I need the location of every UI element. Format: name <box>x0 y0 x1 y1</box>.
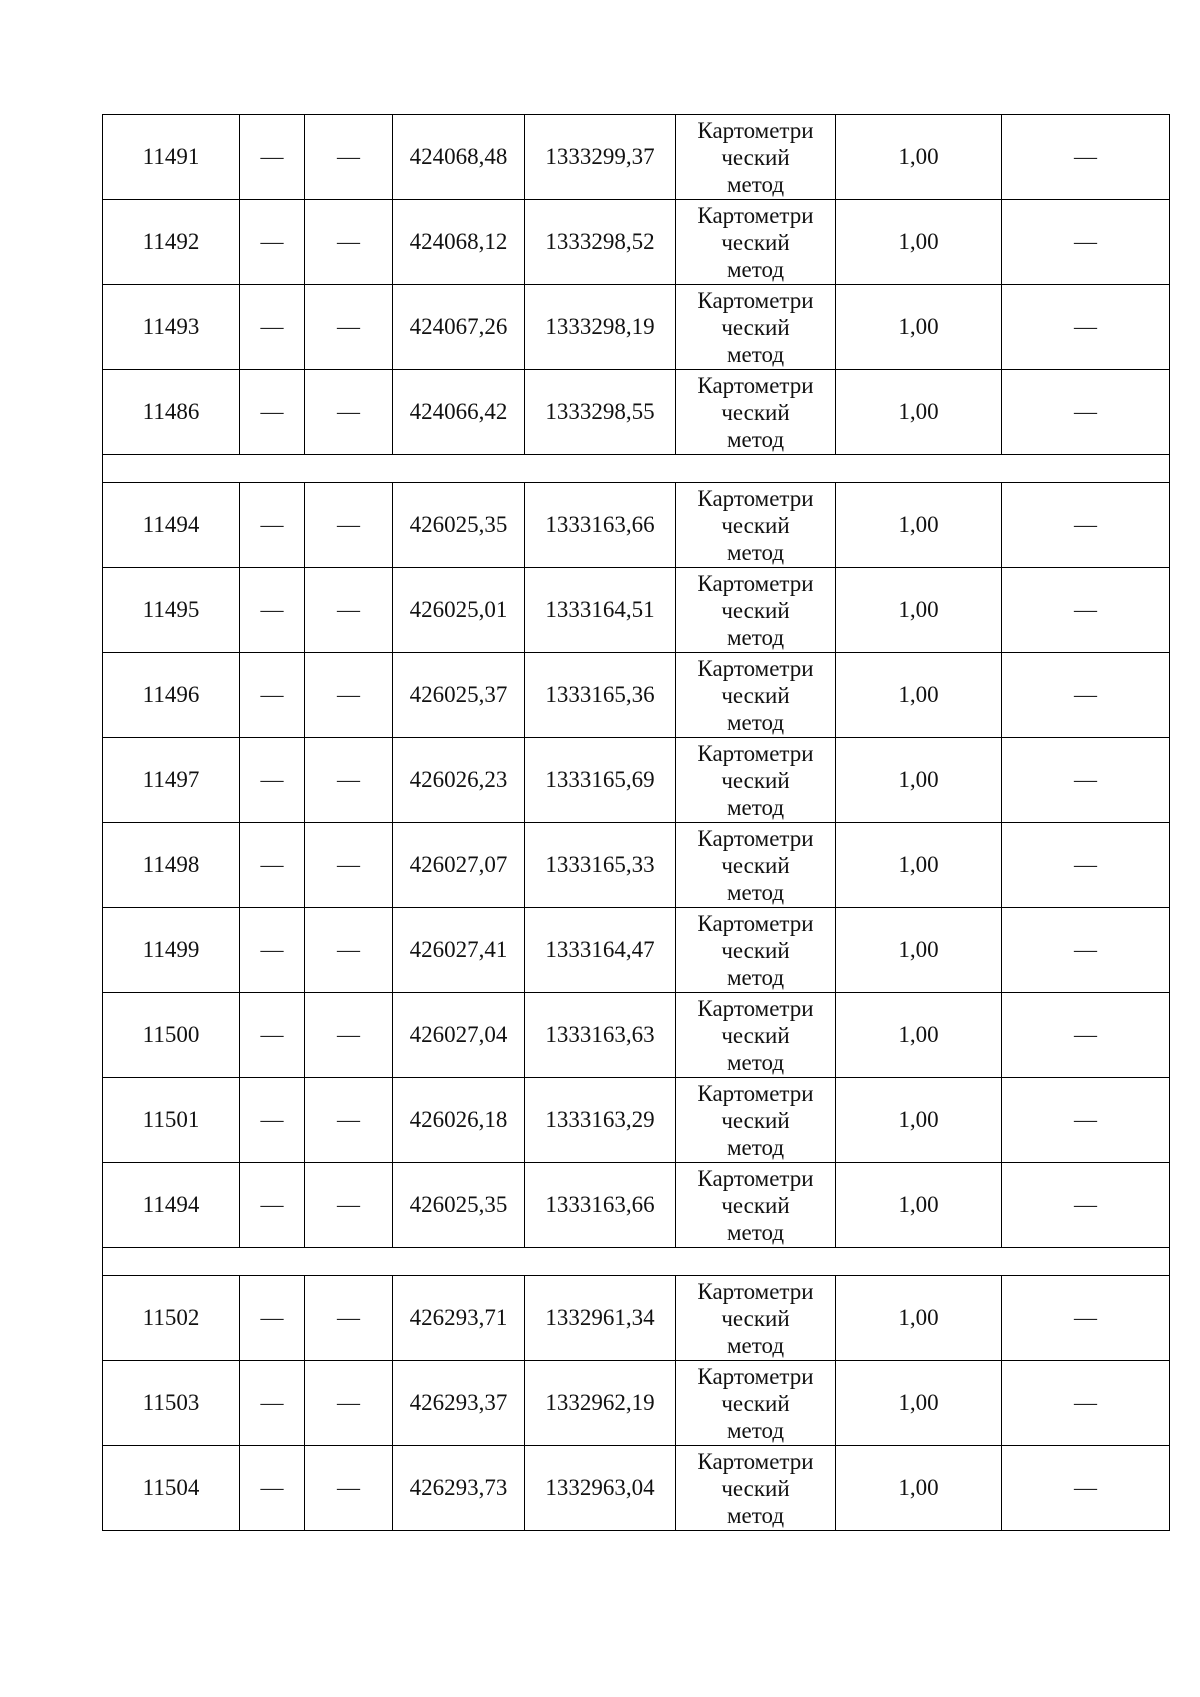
dash-cell: — <box>305 200 393 285</box>
dash-cell: — <box>1002 1361 1170 1446</box>
method-text-line: ческий <box>721 1022 790 1048</box>
method-cell <box>676 200 836 285</box>
table-row <box>103 1163 1170 1248</box>
x-coordinate-cell: 424066,42 <box>393 370 525 455</box>
method-text-line: ческий <box>721 597 790 623</box>
method-text-line: метод <box>726 256 785 282</box>
point-number-cell: 11504 <box>103 1446 240 1531</box>
method-text-line: метод <box>726 1219 785 1245</box>
method-text-line: метод <box>726 341 785 367</box>
method-text-line: ческий <box>721 937 790 963</box>
dash-cell: — <box>305 285 393 370</box>
table-row <box>103 200 1170 285</box>
method-text-line: метод <box>726 794 785 820</box>
method-cell <box>676 1163 836 1248</box>
dash-cell: — <box>1002 483 1170 568</box>
dash-cell: — <box>305 653 393 738</box>
dash-cell: — <box>240 1361 305 1446</box>
dash-cell: — <box>240 483 305 568</box>
x-coordinate-cell: 426026,18 <box>393 1078 525 1163</box>
dash-cell: — <box>240 908 305 993</box>
method-text-line: ческий <box>721 229 790 255</box>
method-text-line: метод <box>726 539 785 565</box>
method-text-line: ческий <box>721 767 790 793</box>
separator-cell <box>103 455 1170 483</box>
dash-cell: — <box>305 1276 393 1361</box>
method-cell <box>676 285 836 370</box>
y-coordinate-cell: 1333164,51 <box>525 568 676 653</box>
accuracy-cell: 1,00 <box>836 568 1002 653</box>
method-cell <box>676 370 836 455</box>
point-number-cell: 11501 <box>103 1078 240 1163</box>
point-number-cell: 11498 <box>103 823 240 908</box>
method-cell <box>676 993 836 1078</box>
point-number-cell: 11502 <box>103 1276 240 1361</box>
accuracy-cell: 1,00 <box>836 1163 1002 1248</box>
point-number-cell: 11503 <box>103 1361 240 1446</box>
x-coordinate-cell: 426293,73 <box>393 1446 525 1531</box>
x-coordinate-cell: 424067,26 <box>393 285 525 370</box>
dash-cell: — <box>1002 1163 1170 1248</box>
method-text-line: метод <box>726 171 785 197</box>
method-text-line: Картометри <box>697 910 814 936</box>
method-text-line: метод <box>726 1134 785 1160</box>
method-text-line: Картометри <box>697 1448 814 1474</box>
x-coordinate-cell: 426025,35 <box>393 1163 525 1248</box>
y-coordinate-cell: 1333165,33 <box>525 823 676 908</box>
dash-cell: — <box>305 568 393 653</box>
method-cell <box>676 1361 836 1446</box>
x-coordinate-cell: 426293,37 <box>393 1361 525 1446</box>
table-row <box>103 1446 1170 1531</box>
dash-cell: — <box>240 993 305 1078</box>
y-coordinate-cell: 1333298,19 <box>525 285 676 370</box>
table-row <box>103 653 1170 738</box>
method-text-line: Картометри <box>697 825 814 851</box>
dash-cell: — <box>240 568 305 653</box>
y-coordinate-cell: 1333163,66 <box>525 483 676 568</box>
dash-cell: — <box>240 1078 305 1163</box>
accuracy-cell: 1,00 <box>836 1361 1002 1446</box>
method-text-line: метод <box>726 964 785 990</box>
dash-cell: — <box>305 823 393 908</box>
dash-cell: — <box>305 1163 393 1248</box>
accuracy-cell: 1,00 <box>836 653 1002 738</box>
dash-cell: — <box>1002 653 1170 738</box>
method-cell <box>676 115 836 200</box>
y-coordinate-cell: 1333165,36 <box>525 653 676 738</box>
y-coordinate-cell: 1333163,29 <box>525 1078 676 1163</box>
method-text-line: Картометри <box>697 202 814 228</box>
method-cell <box>676 653 836 738</box>
dash-cell: — <box>1002 823 1170 908</box>
table-row <box>103 1276 1170 1361</box>
dash-cell: — <box>1002 115 1170 200</box>
point-number-cell: 11499 <box>103 908 240 993</box>
method-text-line: Картометри <box>697 1165 814 1191</box>
dash-cell: — <box>240 1163 305 1248</box>
table-row <box>103 1078 1170 1163</box>
method-text-line: метод <box>726 879 785 905</box>
dash-cell: — <box>240 738 305 823</box>
table-row <box>103 1361 1170 1446</box>
method-cell <box>676 1446 836 1531</box>
method-text-line: ческий <box>721 399 790 425</box>
accuracy-cell: 1,00 <box>836 483 1002 568</box>
method-text-line: ческий <box>721 144 790 170</box>
y-coordinate-cell: 1333165,69 <box>525 738 676 823</box>
accuracy-cell: 1,00 <box>836 738 1002 823</box>
point-number-cell: 11494 <box>103 483 240 568</box>
method-text-line: ческий <box>721 682 790 708</box>
x-coordinate-cell: 426293,71 <box>393 1276 525 1361</box>
y-coordinate-cell: 1333298,52 <box>525 200 676 285</box>
method-text-line: Картометри <box>697 1278 814 1304</box>
x-coordinate-cell: 426025,37 <box>393 653 525 738</box>
point-number-cell: 11491 <box>103 115 240 200</box>
x-coordinate-cell: 426025,01 <box>393 568 525 653</box>
dash-cell: — <box>240 823 305 908</box>
x-coordinate-cell: 426025,35 <box>393 483 525 568</box>
y-coordinate-cell: 1332962,19 <box>525 1361 676 1446</box>
method-cell <box>676 483 836 568</box>
accuracy-cell: 1,00 <box>836 370 1002 455</box>
method-text-line: ческий <box>721 1305 790 1331</box>
method-text-line: Картометри <box>697 740 814 766</box>
accuracy-cell: 1,00 <box>836 285 1002 370</box>
method-text-line: ческий <box>721 1390 790 1416</box>
dash-cell: — <box>1002 1276 1170 1361</box>
method-text-line: Картометри <box>697 655 814 681</box>
dash-cell: — <box>305 908 393 993</box>
table-row <box>103 483 1170 568</box>
dash-cell: — <box>1002 370 1170 455</box>
dash-cell: — <box>1002 1446 1170 1531</box>
table-row <box>103 823 1170 908</box>
y-coordinate-cell: 1333299,37 <box>525 115 676 200</box>
method-text-line: метод <box>726 1049 785 1075</box>
point-number-cell: 11497 <box>103 738 240 823</box>
dash-cell: — <box>305 370 393 455</box>
y-coordinate-cell: 1333163,63 <box>525 993 676 1078</box>
point-number-cell: 11494 <box>103 1163 240 1248</box>
method-text-line: Картометри <box>697 995 814 1021</box>
method-cell <box>676 568 836 653</box>
accuracy-cell: 1,00 <box>836 1276 1002 1361</box>
method-text-line: ческий <box>721 314 790 340</box>
table-row <box>103 568 1170 653</box>
accuracy-cell: 1,00 <box>836 993 1002 1078</box>
method-text-line: ческий <box>721 1192 790 1218</box>
table-row <box>103 370 1170 455</box>
method-text-line: Картометри <box>697 287 814 313</box>
table-row <box>103 285 1170 370</box>
y-coordinate-cell: 1333298,55 <box>525 370 676 455</box>
dash-cell: — <box>240 1446 305 1531</box>
dash-cell: — <box>1002 908 1170 993</box>
point-number-cell: 11492 <box>103 200 240 285</box>
dash-cell: — <box>305 115 393 200</box>
dash-cell: — <box>1002 200 1170 285</box>
table-row <box>103 908 1170 993</box>
table-body <box>103 115 1170 1531</box>
method-cell <box>676 823 836 908</box>
point-number-cell: 11486 <box>103 370 240 455</box>
dash-cell: — <box>240 1276 305 1361</box>
point-number-cell: 11493 <box>103 285 240 370</box>
point-number-cell: 11496 <box>103 653 240 738</box>
point-number-cell: 11495 <box>103 568 240 653</box>
method-text-line: ческий <box>721 1107 790 1133</box>
separator-row <box>103 1248 1170 1276</box>
dash-cell: — <box>305 993 393 1078</box>
method-cell <box>676 1276 836 1361</box>
table-row <box>103 993 1170 1078</box>
table-row <box>103 738 1170 823</box>
method-text-line: ческий <box>721 852 790 878</box>
method-text-line: Картометри <box>697 485 814 511</box>
dash-cell: — <box>305 1361 393 1446</box>
point-number-cell: 11500 <box>103 993 240 1078</box>
dash-cell: — <box>240 200 305 285</box>
dash-cell: — <box>305 1078 393 1163</box>
method-text-line: метод <box>726 1502 785 1528</box>
method-text-line: ческий <box>721 512 790 538</box>
method-text-line: Картометри <box>697 117 814 143</box>
accuracy-cell: 1,00 <box>836 908 1002 993</box>
dash-cell: — <box>305 738 393 823</box>
x-coordinate-cell: 426027,41 <box>393 908 525 993</box>
method-text-line: метод <box>726 426 785 452</box>
table-row <box>103 115 1170 200</box>
dash-cell: — <box>1002 738 1170 823</box>
dash-cell: — <box>1002 285 1170 370</box>
dash-cell: — <box>240 115 305 200</box>
method-text-line: Картометри <box>697 570 814 596</box>
x-coordinate-cell: 424068,48 <box>393 115 525 200</box>
method-cell <box>676 1078 836 1163</box>
method-text-line: метод <box>726 1332 785 1358</box>
dash-cell: — <box>305 483 393 568</box>
y-coordinate-cell: 1333164,47 <box>525 908 676 993</box>
coordinates-table <box>102 114 1170 1531</box>
dash-cell: — <box>240 653 305 738</box>
y-coordinate-cell: 1332963,04 <box>525 1446 676 1531</box>
separator-row <box>103 455 1170 483</box>
dash-cell: — <box>1002 568 1170 653</box>
accuracy-cell: 1,00 <box>836 823 1002 908</box>
accuracy-cell: 1,00 <box>836 200 1002 285</box>
method-text-line: ческий <box>721 1475 790 1501</box>
method-cell <box>676 908 836 993</box>
method-text-line: метод <box>726 624 785 650</box>
x-coordinate-cell: 424068,12 <box>393 200 525 285</box>
dash-cell: — <box>1002 1078 1170 1163</box>
x-coordinate-cell: 426027,07 <box>393 823 525 908</box>
method-text-line: метод <box>726 709 785 735</box>
y-coordinate-cell: 1332961,34 <box>525 1276 676 1361</box>
x-coordinate-cell: 426026,23 <box>393 738 525 823</box>
dash-cell: — <box>1002 993 1170 1078</box>
separator-cell <box>103 1248 1170 1276</box>
accuracy-cell: 1,00 <box>836 1078 1002 1163</box>
dash-cell: — <box>305 1446 393 1531</box>
dash-cell: — <box>240 285 305 370</box>
accuracy-cell: 1,00 <box>836 115 1002 200</box>
method-text-line: Картометри <box>697 1080 814 1106</box>
dash-cell: — <box>240 370 305 455</box>
x-coordinate-cell: 426027,04 <box>393 993 525 1078</box>
method-text-line: Картометри <box>697 372 814 398</box>
method-cell <box>676 738 836 823</box>
y-coordinate-cell: 1333163,66 <box>525 1163 676 1248</box>
method-text-line: метод <box>726 1417 785 1443</box>
method-text-line: Картометри <box>697 1363 814 1389</box>
accuracy-cell: 1,00 <box>836 1446 1002 1531</box>
